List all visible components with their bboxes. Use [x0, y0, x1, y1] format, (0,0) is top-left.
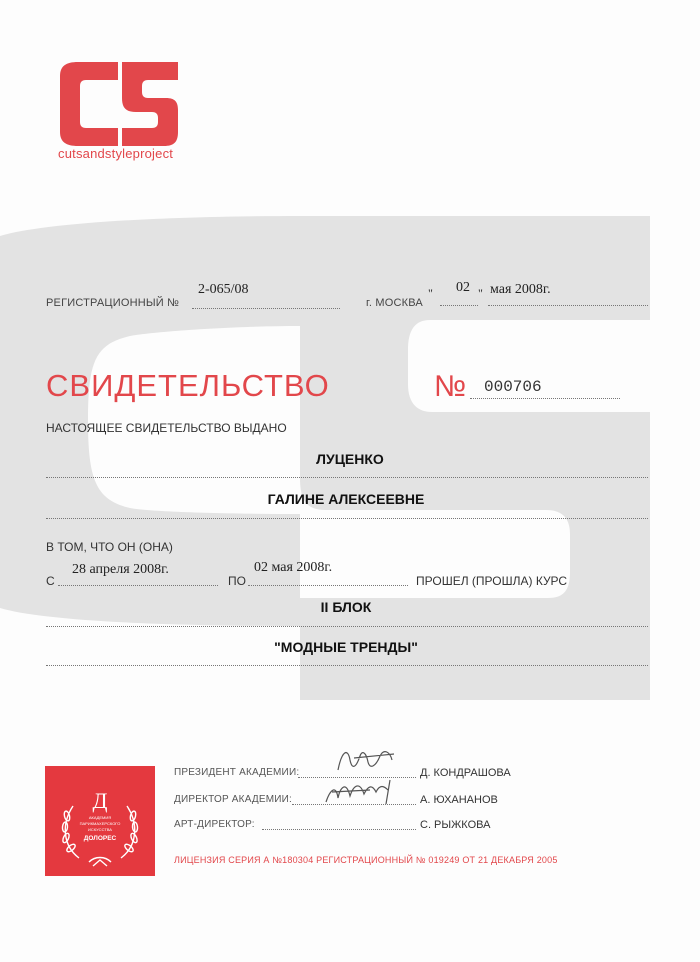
registration-dots — [192, 308, 340, 309]
seal-name: ДОЛОРЕС — [83, 835, 117, 842]
given-names-dots — [46, 518, 648, 519]
from-date: 28 апреля 2008г. — [72, 562, 169, 577]
to-label: ПО — [228, 574, 246, 588]
course-name-dots — [46, 665, 648, 666]
date-open-quote: " — [428, 286, 433, 300]
to-date-dots — [248, 585, 408, 586]
course-block-dots — [46, 626, 648, 627]
from-date-dots — [58, 585, 218, 586]
registration-day: 02 — [456, 280, 470, 295]
passed-course-label: ПРОШЕЛ (ПРОШЛА) КУРС — [416, 574, 568, 588]
recipient-surname: ЛУЦЕНКО — [316, 451, 384, 467]
number-sign: № — [434, 370, 467, 403]
license-reg-label: РЕГИСТРАЦИОННЫЙ — [316, 855, 414, 865]
license-line — [174, 855, 558, 865]
seal-line3: ИСКУССТВА — [88, 827, 112, 832]
registration-month-year: мая 2008г. — [490, 282, 551, 297]
registration-label: РЕГИСТРАЦИОННЫЙ № — [46, 297, 180, 309]
certificate-number-dots — [470, 398, 620, 399]
month-dots — [488, 305, 648, 306]
day-dots — [440, 305, 478, 306]
art-director-sign-dots — [262, 829, 416, 830]
city-label: г. МОСКВА — [366, 297, 423, 309]
brand-tagline: cutsandstyleproject — [58, 146, 174, 161]
cs-logo-icon — [56, 62, 182, 146]
certificate-number: 000706 — [484, 378, 542, 396]
academy-seal — [45, 766, 155, 876]
surname-dots — [46, 477, 648, 478]
director-name: А. ЮХАНАНОВ — [420, 794, 498, 806]
laurel-wreath-icon — [45, 766, 155, 876]
certificate-title: СВИДЕТЕЛЬСТВО — [46, 368, 330, 403]
director-label: ДИРЕКТОР АКАДЕМИИ: — [174, 794, 293, 805]
president-label: ПРЕЗИДЕНТ АКАДЕМИИ: — [174, 767, 300, 778]
director-signature — [320, 770, 406, 810]
license-prefix: ЛИЦЕНЗИЯ СЕРИЯ — [174, 855, 261, 865]
to-date: 02 мая 2008г. — [254, 560, 333, 575]
seal-line2: ПАРИКМАХЕРСКОГО — [79, 821, 121, 826]
seal-line1: АКАДЕМИЯ — [88, 815, 112, 820]
license-series: А №180304 — [263, 855, 314, 865]
course-name: "МОДНЫЕ ТРЕНДЫ" — [274, 639, 418, 655]
that-label: В ТОМ, ЧТО ОН (ОНА) — [46, 540, 173, 554]
issued-to-label: НАСТОЯЩЕЕ СВИДЕТЕЛЬСТВО ВЫДАНО — [46, 421, 287, 435]
registration-number: 2-065/08 — [198, 282, 249, 297]
art-director-name: С. РЫЖКОВА — [420, 819, 491, 831]
date-close-quote: " — [478, 286, 483, 300]
course-block: II БЛОК — [320, 599, 372, 615]
seal-letter: Д — [92, 788, 108, 813]
license-date: ОТ 21 ДЕКАБРЯ 2005 — [462, 855, 558, 865]
recipient-given-names: ГАЛИНЕ АЛЕКСЕЕВНЕ — [267, 491, 425, 507]
art-director-label: АРТ-ДИРЕКТОР: — [174, 819, 255, 830]
president-name: Д. КОНДРАШОВА — [420, 767, 511, 779]
from-label: С — [46, 574, 55, 588]
license-reg-number: № 019249 — [415, 855, 460, 865]
